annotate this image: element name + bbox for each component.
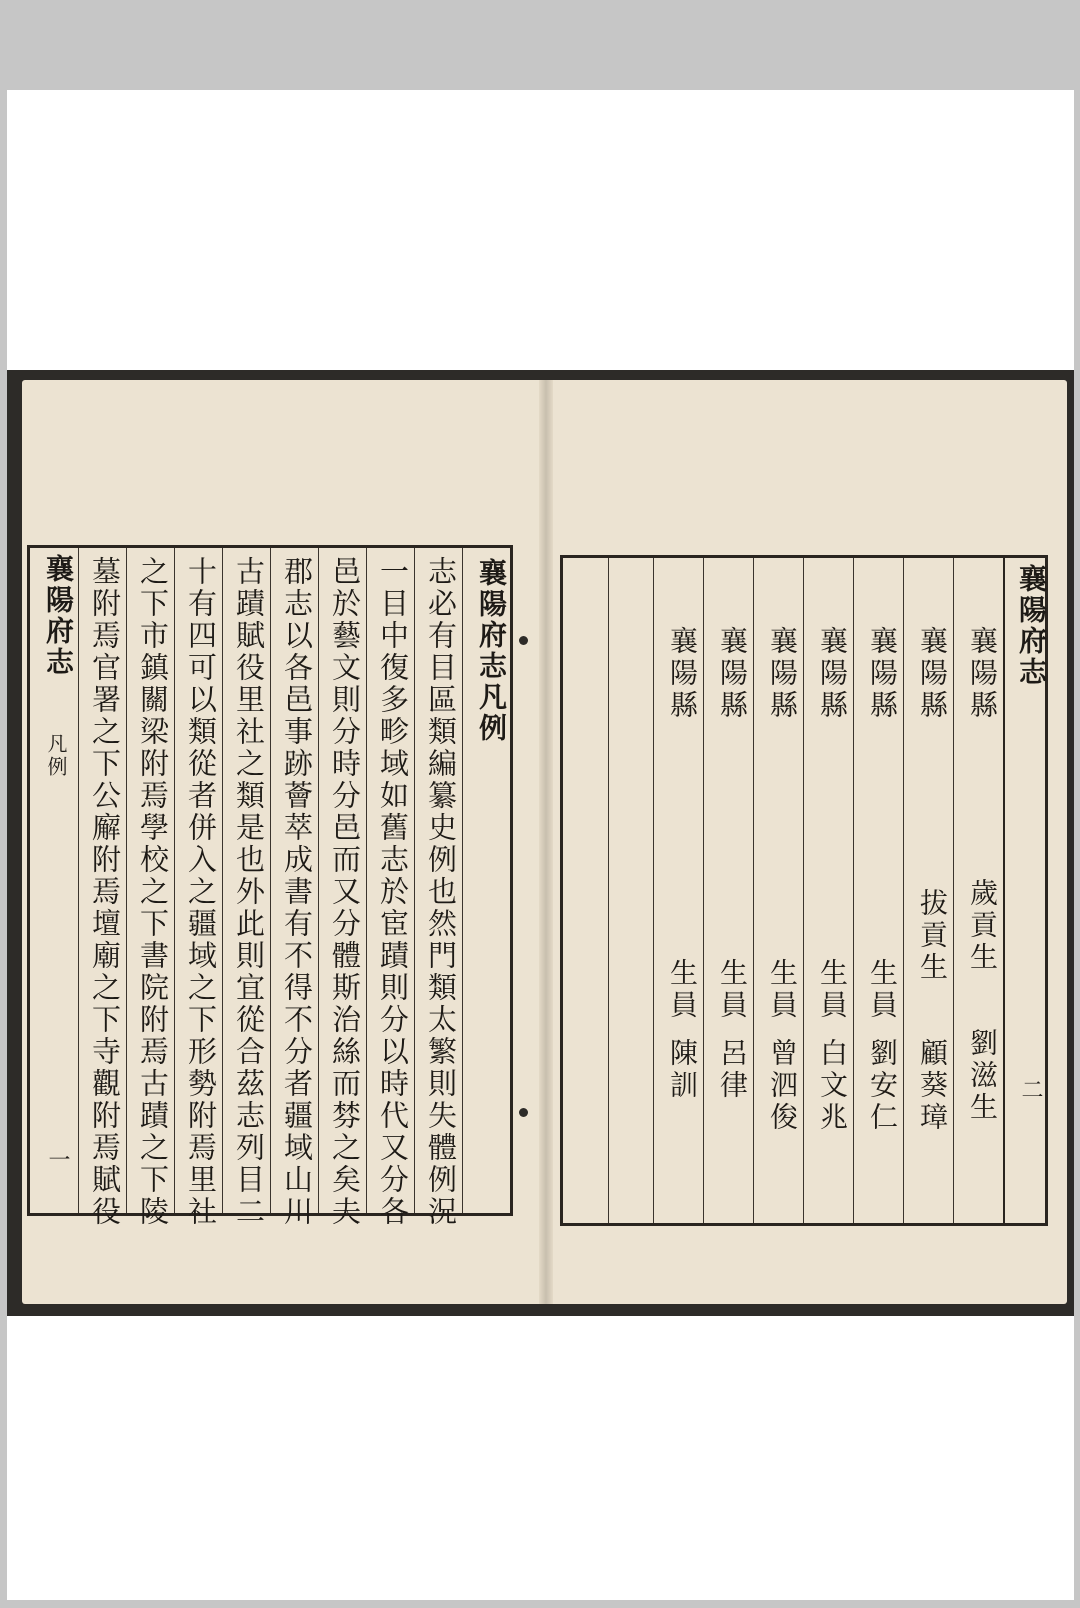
- entry-place: 襄陽縣: [816, 626, 849, 722]
- text-column: [78, 548, 127, 1228]
- folio-number: 一: [45, 1148, 70, 1173]
- margin-column: [30, 548, 78, 1213]
- margin-section: 凡例: [44, 733, 68, 779]
- body-line: 十有四可以類從者併入之疆域之下形勢附焉里社: [184, 556, 218, 1228]
- entry-name: 陳訓: [666, 1038, 699, 1102]
- list-item: [903, 558, 954, 1223]
- blank-column: [563, 558, 608, 1223]
- page-heading: 襄陽府志凡例: [475, 558, 508, 744]
- margin-title: 襄陽府志: [1015, 564, 1048, 688]
- list-item: [703, 558, 754, 1223]
- scan-sheet: [7, 90, 1074, 1600]
- list-item: [953, 558, 1004, 1223]
- entry-name: 呂律: [716, 1038, 749, 1102]
- list-item: [803, 558, 854, 1223]
- text-column: [366, 548, 415, 1228]
- entry-name: 劉滋生: [966, 1028, 999, 1124]
- list-item: [853, 558, 904, 1223]
- body-line: 志必有目區類編纂史例也然門類太繁則失體例況: [424, 556, 458, 1228]
- list-item: [653, 558, 704, 1223]
- body-line: 之下市鎮關梁附焉學校之下書院附焉古蹟之下陵: [136, 556, 170, 1228]
- right-text-block: [560, 555, 1048, 1226]
- entry-rank: 生員: [716, 958, 749, 1022]
- text-column: [126, 548, 175, 1228]
- body-line: 古蹟賦役里社之類是也外此則宜從合茲志列目二: [232, 556, 266, 1228]
- binding-hole-top: [519, 636, 528, 645]
- entry-place: 襄陽縣: [916, 626, 949, 722]
- binding-hole-bottom: [519, 1108, 528, 1117]
- heading-column: [462, 548, 511, 1213]
- text-column: [414, 548, 463, 1228]
- entry-place: 襄陽縣: [966, 626, 999, 722]
- entry-rank: 生員: [866, 958, 899, 1022]
- body-line: 郡志以各邑事跡薈萃成書有不得不分者疆域山川: [280, 556, 314, 1228]
- entry-place: 襄陽縣: [866, 626, 899, 722]
- body-line: 邑於藝文則分時分邑而又分體斯治絲而棼之矣夫: [328, 556, 362, 1228]
- entry-name: 白文兆: [816, 1038, 849, 1134]
- entry-rank: 拔貢生: [916, 888, 949, 984]
- body-line: 墓附焉官署之下公廨附焉壇廟之下寺觀附焉賦役: [88, 556, 122, 1228]
- book-gutter: [539, 380, 553, 1304]
- text-column: [174, 548, 223, 1228]
- entry-name: 劉安仁: [866, 1038, 899, 1134]
- entry-rank: 歲貢生: [966, 878, 999, 974]
- top-band: [0, 0, 1080, 90]
- blank-column: [608, 558, 654, 1223]
- entry-name: 顧葵璋: [916, 1038, 949, 1134]
- entry-rank: 生員: [816, 958, 849, 1022]
- entry-place: 襄陽縣: [766, 626, 799, 722]
- entry-name: 曾泗俊: [766, 1038, 799, 1134]
- text-column: [318, 548, 367, 1228]
- folio-number: 二: [1018, 1078, 1043, 1103]
- list-item: [753, 558, 804, 1223]
- left-text-block: [27, 545, 513, 1228]
- entry-place: 襄陽縣: [666, 626, 699, 722]
- entry-place: 襄陽縣: [716, 626, 749, 722]
- text-column: [270, 548, 319, 1228]
- text-column: [222, 548, 271, 1228]
- viewer-frame: [0, 90, 1080, 1608]
- margin-title: 襄陽府志: [42, 554, 75, 678]
- body-line: 一目中復多畛域如舊志於宦蹟則分以時代又分各: [376, 556, 410, 1228]
- entry-rank: 生員: [666, 958, 699, 1022]
- entry-rank: 生員: [766, 958, 799, 1022]
- margin-column: [1003, 558, 1047, 1223]
